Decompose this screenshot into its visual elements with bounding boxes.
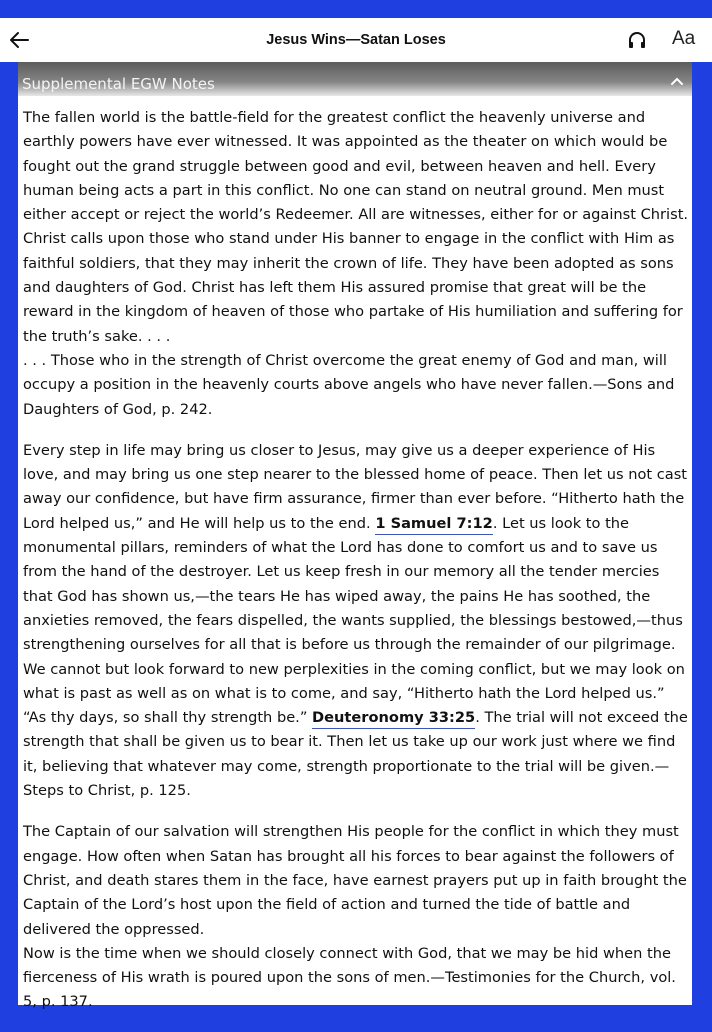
headphones-icon[interactable] — [626, 29, 648, 51]
paragraph: The fallen world is the battle-field for the greatest conflict the heavenly universe and earthly powers have ever witnessed. It was appointed as the theater on which would be fought out the grand struggle between good and evil, between heaven and hell. Every human being acts a part in this conflict. No one can stand on neutral ground. Men must either accept or reject the world’s Redeemer. All are witnesses, either for or against Christ. Christ calls upon those who stand under His banner to engage in the conflict with Him as faithful soldiers, that they may inherit the crown of life. They have been adopted as sons and daughters of God. Christ has left them His assured promise that great will be the reward in the kingdom of heaven of those who partake of His humiliation and suffering for the truth’s sake. . . . . . . Those who in the strength of Christ overcome the great enemy of God and man, will occupy a position in the heavenly courts above angels who have never fallen.—Sons and Daughters of God, p. 242. — [23, 109, 689, 418]
paragraph: The Captain of our salvation will strengthen His people for the conflict in which they must engage. How often when Satan has brought all his forces to bear against the followers of Christ, and death stares them in the face, have earnest prayers put up in faith brought the Captain of the Lord’s host upon the field of action and turned the tide of battle and delivered the oppressed. Now is the time when we should closely connect with God, that we may be hid when the fierceness of His wrath is poured upon the sons of men.—Testimonies for the Church, vol. 5, p. 137. — [23, 823, 687, 1011]
notes-content — [23, 106, 689, 1032]
scripture-link-deuteronomy-33-25[interactable]: Deuteronomy 33:25 — [312, 709, 475, 729]
scripture-link-1-samuel-7-12[interactable]: 1 Samuel 7:12 — [375, 515, 492, 535]
page-title: Jesus Wins—Satan Loses — [266, 32, 446, 48]
app-bar — [0, 18, 712, 62]
text-size-button[interactable]: Aa — [672, 28, 696, 49]
section-header[interactable] — [18, 62, 692, 96]
paragraph: Every step in life may bring us closer to Jesus, may give us a deeper experience of His love, and may bring us one step nearer to the blessed home of peace. Then let us not cast away our confidence, but have firm assurance, firmer than ever before. “Hitherto hath the Lord helped us,” and He will help us to the end. 1 Samuel 7:12. Let us look to the monumental pillars, reminders of what the Lord has done to comfort us and to save us from the hand of the destroyer. Let us keep fresh in our memory all the tender mercies that God has shown us,—the tears He has wiped away, the pains He has soothed, the anxieties removed, the fears dispelled, the wants supplied, the blessings bestowed,—thus strengthening ourselves for all that is before us through the remainder of our pilgrimage. We cannot but look forward to new perplexities in the coming conflict, but we may look on what is past as well as on what is to come, and say, “Hitherto hath the Lord helped us.” “As thy days, so shall thy strength be.” Deuteronomy 33:25. The trial will not exceed the strength that shall be given us to bear it. Then let us take up our work just where we find it, believing that whatever may come, strength proportionate to the trial will be given.—Steps to Christ, p. 125. — [23, 441, 688, 800]
section-title: Supplemental EGW Notes — [22, 75, 215, 93]
reader-card — [18, 18, 696, 1011]
chevron-up-icon[interactable] — [670, 77, 684, 87]
